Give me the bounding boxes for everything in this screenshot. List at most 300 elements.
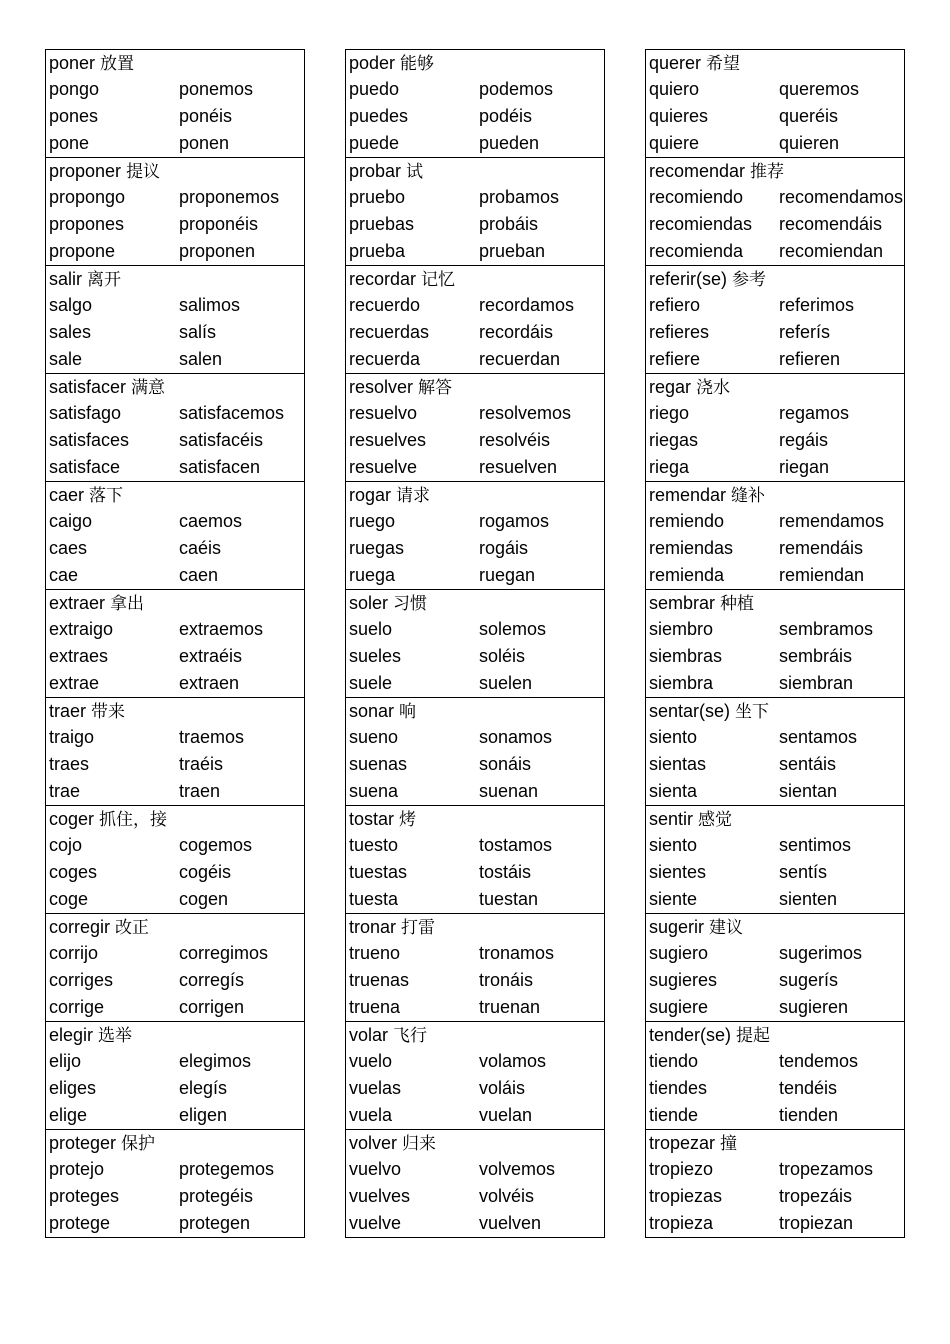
- plural-form: salen: [179, 349, 223, 369]
- singular-form: vuelves: [349, 1186, 411, 1206]
- singular-form: corrijo: [49, 943, 99, 963]
- plural-form: tendéis: [779, 1078, 838, 1098]
- verb-meaning: 烤: [399, 810, 417, 830]
- plural-form: traemos: [179, 727, 245, 747]
- plural-form: suenan: [479, 781, 539, 801]
- verb-meaning: 习惯: [393, 594, 428, 614]
- singular-form: sueno: [349, 727, 399, 747]
- singular-form: coge: [49, 889, 89, 909]
- verb-infinitive: poder: [349, 53, 396, 73]
- plural-form: recuerdan: [479, 349, 561, 369]
- conjugation-row: [646, 670, 904, 697]
- plural-form: extraéis: [179, 646, 243, 666]
- conjugation-row: [646, 454, 904, 481]
- conjugation-row: [646, 508, 904, 535]
- verb-infinitive: sugerir: [649, 917, 705, 937]
- plural-form: sugerís: [779, 970, 839, 990]
- verb-heading: [346, 1130, 604, 1156]
- singular-form: prueba: [349, 241, 406, 261]
- singular-form: ruegas: [349, 538, 405, 558]
- verb-infinitive: recomendar: [649, 161, 746, 181]
- verb-heading: [646, 1130, 904, 1156]
- conjugation-row: [46, 76, 304, 103]
- verb-block: [46, 1022, 304, 1130]
- plural-form: tostáis: [479, 862, 532, 882]
- singular-form: remiendo: [649, 511, 725, 531]
- conjugation-row: [346, 778, 604, 805]
- conjugation-row: [46, 670, 304, 697]
- verb-meaning: 感觉: [698, 810, 733, 830]
- verb-block: [646, 158, 904, 266]
- verb-heading: [46, 374, 304, 400]
- verb-block: [346, 914, 604, 1022]
- plural-form: resolvemos: [479, 403, 572, 423]
- singular-form: caigo: [49, 511, 93, 531]
- verb-heading: [46, 50, 304, 76]
- plural-form: volvemos: [479, 1159, 556, 1179]
- singular-form: tuesto: [349, 835, 399, 855]
- conjugation-row: [46, 886, 304, 913]
- conjugation-row: [646, 184, 904, 211]
- verb-heading: [46, 914, 304, 940]
- singular-form: extraigo: [49, 619, 114, 639]
- plural-form: ruegan: [479, 565, 536, 585]
- verb-block: [46, 50, 304, 158]
- plural-form: ponen: [179, 133, 230, 153]
- plural-form: protegéis: [179, 1186, 254, 1206]
- verb-infinitive: soler: [349, 593, 389, 613]
- verb-block: [346, 590, 604, 698]
- conjugation-row: [646, 859, 904, 886]
- singular-form: truena: [349, 997, 401, 1017]
- singular-form: vuela: [349, 1105, 393, 1125]
- verb-infinitive: traer: [49, 701, 87, 721]
- plural-form: refieren: [779, 349, 841, 369]
- verb-block: [46, 914, 304, 1022]
- singular-form: protege: [49, 1213, 111, 1233]
- plural-form: queréis: [779, 106, 839, 126]
- verb-heading: [46, 266, 304, 292]
- plural-form: siembran: [779, 673, 854, 693]
- verb-infinitive: tronar: [349, 917, 397, 937]
- verb-infinitive: coger: [49, 809, 95, 829]
- plural-form: probamos: [479, 187, 560, 207]
- conjugation-row: [646, 994, 904, 1021]
- verb-block: [346, 158, 604, 266]
- plural-form: sentáis: [779, 754, 837, 774]
- verb-infinitive: extraer: [49, 593, 106, 613]
- conjugation-row: [646, 1156, 904, 1183]
- verb-infinitive: salir: [49, 269, 83, 289]
- verb-block: [46, 590, 304, 698]
- plural-form: regáis: [779, 430, 829, 450]
- singular-form: remiendas: [649, 538, 734, 558]
- plural-form: sugerimos: [779, 943, 863, 963]
- verb-infinitive: remendar: [649, 485, 727, 505]
- conjugation-row: [646, 1210, 904, 1237]
- verb-block: [46, 266, 304, 374]
- plural-form: satisfacen: [179, 457, 261, 477]
- conjugation-row: [346, 346, 604, 373]
- conjugation-row: [346, 967, 604, 994]
- verb-heading: [46, 158, 304, 184]
- verb-meaning: 撞: [720, 1134, 738, 1154]
- conjugation-row: [346, 319, 604, 346]
- conjugation-row: [646, 319, 904, 346]
- plural-form: cogen: [179, 889, 229, 909]
- singular-form: traes: [49, 754, 90, 774]
- conjugation-row: [46, 1156, 304, 1183]
- singular-form: quiero: [649, 79, 700, 99]
- verb-heading: [346, 482, 604, 508]
- plural-form: referimos: [779, 295, 855, 315]
- conjugation-row: [346, 1156, 604, 1183]
- plural-form: sienten: [779, 889, 838, 909]
- conjugation-row: [46, 562, 304, 589]
- conjugation-row: [646, 211, 904, 238]
- plural-form: recomendamos: [779, 187, 904, 207]
- conjugation-row: [346, 643, 604, 670]
- conjugation-row: [46, 1048, 304, 1075]
- plural-form: traéis: [179, 754, 224, 774]
- singular-form: satisface: [49, 457, 121, 477]
- conjugation-row: [46, 1183, 304, 1210]
- plural-form: cogemos: [179, 835, 253, 855]
- conjugation-row: [46, 211, 304, 238]
- singular-form: siembras: [649, 646, 723, 666]
- verb-infinitive: volver: [349, 1133, 398, 1153]
- verb-column-2: [345, 49, 605, 1238]
- singular-form: pruebo: [349, 187, 406, 207]
- verb-infinitive: resolver: [349, 377, 414, 397]
- singular-form: elijo: [49, 1051, 82, 1071]
- plural-form: volamos: [479, 1051, 547, 1071]
- conjugation-row: [346, 211, 604, 238]
- verb-heading: [646, 374, 904, 400]
- plural-form: volvéis: [479, 1186, 535, 1206]
- singular-form: suenas: [349, 754, 408, 774]
- verb-heading: [46, 590, 304, 616]
- plural-form: sientan: [779, 781, 838, 801]
- conjugation-row: [646, 1102, 904, 1129]
- singular-form: tropiezas: [649, 1186, 723, 1206]
- verb-heading: [46, 482, 304, 508]
- plural-form: caéis: [179, 538, 222, 558]
- singular-form: pruebas: [349, 214, 415, 234]
- plural-form: elegís: [179, 1078, 228, 1098]
- conjugation-row: [346, 832, 604, 859]
- plural-form: tropezamos: [779, 1159, 874, 1179]
- singular-form: tiendes: [649, 1078, 708, 1098]
- singular-form: elige: [49, 1105, 88, 1125]
- plural-form: recomiendan: [779, 241, 884, 261]
- singular-form: quieres: [649, 106, 709, 126]
- plural-form: proponemos: [179, 187, 280, 207]
- singular-form: resuelves: [349, 430, 427, 450]
- plural-form: tendemos: [779, 1051, 859, 1071]
- plural-form: sentamos: [779, 727, 858, 747]
- conjugation-row: [346, 940, 604, 967]
- conjugation-row: [346, 1048, 604, 1075]
- singular-form: siembro: [649, 619, 714, 639]
- singular-form: sientas: [649, 754, 707, 774]
- singular-form: coges: [49, 862, 98, 882]
- singular-form: protejo: [49, 1159, 105, 1179]
- verb-heading: [646, 158, 904, 184]
- verb-block: [346, 50, 604, 158]
- verb-meaning: 离开: [87, 270, 122, 290]
- verb-meaning: 能够: [400, 54, 435, 74]
- plural-form: caen: [179, 565, 219, 585]
- verb-meaning: 放置: [100, 54, 135, 74]
- plural-form: sugieren: [779, 997, 849, 1017]
- plural-form: protegemos: [179, 1159, 275, 1179]
- conjugation-row: [46, 967, 304, 994]
- singular-form: sugiero: [649, 943, 709, 963]
- verb-block: [346, 1130, 604, 1238]
- verb-heading: [646, 806, 904, 832]
- conjugation-row: [646, 778, 904, 805]
- conjugation-row: [346, 427, 604, 454]
- verb-meaning: 拿出: [110, 594, 145, 614]
- verb-meaning: 参考: [732, 270, 767, 290]
- verb-infinitive: probar: [349, 161, 402, 181]
- plural-form: salís: [179, 322, 217, 342]
- conjugation-row: [646, 76, 904, 103]
- singular-form: satisfaces: [49, 430, 130, 450]
- verb-block: [46, 374, 304, 482]
- plural-form: suelen: [479, 673, 533, 693]
- conjugation-row: [646, 238, 904, 265]
- conjugation-row: [346, 886, 604, 913]
- singular-form: refiere: [649, 349, 701, 369]
- verb-heading: [646, 482, 904, 508]
- singular-form: sugieres: [649, 970, 718, 990]
- conjugation-row: [646, 1075, 904, 1102]
- singular-form: ruego: [349, 511, 396, 531]
- verb-column-3: [645, 49, 905, 1238]
- conjugation-row: [646, 832, 904, 859]
- verb-heading: [646, 914, 904, 940]
- singular-form: sienta: [649, 781, 698, 801]
- verb-meaning: 缝补: [731, 486, 766, 506]
- singular-form: recuerda: [349, 349, 421, 369]
- verb-block: [346, 266, 604, 374]
- verb-meaning: 打雷: [401, 918, 436, 938]
- singular-form: tiende: [649, 1105, 699, 1125]
- plural-form: probáis: [479, 214, 539, 234]
- verb-heading: [346, 1022, 604, 1048]
- plural-form: rogamos: [479, 511, 550, 531]
- verb-meaning: 提议: [126, 162, 161, 182]
- verb-block: [346, 806, 604, 914]
- plural-form: sembráis: [779, 646, 853, 666]
- verb-infinitive: rogar: [349, 485, 392, 505]
- conjugation-row: [46, 346, 304, 373]
- plural-form: remendáis: [779, 538, 864, 558]
- conjugation-row: [46, 994, 304, 1021]
- plural-form: prueban: [479, 241, 546, 261]
- conjugation-row: [346, 751, 604, 778]
- singular-form: sientes: [649, 862, 707, 882]
- plural-form: regamos: [779, 403, 850, 423]
- conjugation-row: [346, 535, 604, 562]
- plural-form: ponemos: [179, 79, 254, 99]
- singular-form: resuelvo: [349, 403, 418, 423]
- plural-form: riegan: [779, 457, 830, 477]
- conjugation-row: [646, 562, 904, 589]
- verb-block: [646, 590, 904, 698]
- verb-block: [646, 1022, 904, 1130]
- plural-form: tropiezan: [779, 1213, 854, 1233]
- verb-infinitive: satisfacer: [49, 377, 127, 397]
- plural-form: solemos: [479, 619, 547, 639]
- verb-infinitive: corregir: [49, 917, 111, 937]
- verb-meaning: 抓住，接: [99, 810, 168, 830]
- plural-form: sonamos: [479, 727, 553, 747]
- plural-form: resolvéis: [479, 430, 551, 450]
- singular-form: truenas: [349, 970, 410, 990]
- conjugation-row: [646, 103, 904, 130]
- singular-form: cae: [49, 565, 79, 585]
- plural-form: corregimos: [179, 943, 269, 963]
- plural-form: voláis: [479, 1078, 526, 1098]
- verb-block: [46, 158, 304, 266]
- verb-meaning: 推荐: [750, 162, 785, 182]
- conjugation-row: [646, 616, 904, 643]
- singular-form: propones: [49, 214, 125, 234]
- conjugation-row: [646, 400, 904, 427]
- verb-heading: [46, 806, 304, 832]
- plural-form: vuelven: [479, 1213, 542, 1233]
- verb-infinitive: elegir: [49, 1025, 94, 1045]
- plural-form: podemos: [479, 79, 554, 99]
- conjugation-row: [346, 724, 604, 751]
- conjugation-row: [346, 454, 604, 481]
- verb-meaning: 种植: [720, 594, 755, 614]
- conjugation-row: [346, 562, 604, 589]
- singular-form: quiere: [649, 133, 700, 153]
- singular-form: riega: [649, 457, 690, 477]
- verb-heading: [346, 50, 604, 76]
- plural-form: traen: [179, 781, 221, 801]
- verb-meaning: 满意: [131, 378, 166, 398]
- verb-infinitive: sembrar: [649, 593, 716, 613]
- conjugation-row: [46, 1075, 304, 1102]
- singular-form: cojo: [49, 835, 83, 855]
- plural-form: sentís: [779, 862, 828, 882]
- conjugation-row: [346, 616, 604, 643]
- conjugation-row: [46, 454, 304, 481]
- verb-block: [346, 698, 604, 806]
- verb-block: [646, 914, 904, 1022]
- verb-infinitive: volar: [349, 1025, 389, 1045]
- verb-heading: [646, 590, 904, 616]
- singular-form: suelo: [349, 619, 393, 639]
- conjugation-row: [346, 292, 604, 319]
- conjugation-row: [46, 427, 304, 454]
- singular-form: sugiere: [649, 997, 709, 1017]
- verb-meaning: 飞行: [393, 1026, 428, 1046]
- verb-infinitive: recordar: [349, 269, 417, 289]
- verb-meaning: 请求: [396, 486, 431, 506]
- verb-block: [646, 374, 904, 482]
- verb-infinitive: poner: [49, 53, 96, 73]
- conjugation-row: [46, 1102, 304, 1129]
- verb-heading: [646, 698, 904, 724]
- verb-meaning: 记忆: [421, 270, 456, 290]
- singular-form: pongo: [49, 79, 100, 99]
- verb-column-1: [45, 49, 305, 1238]
- conjugation-row: [46, 778, 304, 805]
- verb-heading: [646, 1022, 904, 1048]
- conjugation-row: [46, 832, 304, 859]
- singular-form: suena: [349, 781, 399, 801]
- plural-form: tostamos: [479, 835, 553, 855]
- verb-block: [646, 806, 904, 914]
- plural-form: remiendan: [779, 565, 865, 585]
- plural-form: tuestan: [479, 889, 539, 909]
- singular-form: propone: [49, 241, 116, 261]
- conjugation-row: [46, 940, 304, 967]
- singular-form: suele: [349, 673, 393, 693]
- plural-form: quieren: [779, 133, 840, 153]
- verb-block: [646, 482, 904, 590]
- conjugation-row: [46, 859, 304, 886]
- verb-heading: [346, 266, 604, 292]
- verb-block: [646, 266, 904, 374]
- singular-form: refiero: [649, 295, 701, 315]
- verb-meaning: 落下: [89, 486, 124, 506]
- plural-form: podéis: [479, 106, 533, 126]
- verb-heading: [346, 914, 604, 940]
- conjugation-row: [46, 238, 304, 265]
- conjugation-row: [646, 427, 904, 454]
- plural-form: recordáis: [479, 322, 554, 342]
- verb-infinitive: tostar: [349, 809, 395, 829]
- verb-meaning: 保护: [121, 1134, 156, 1154]
- conjugation-row: [646, 724, 904, 751]
- conjugation-row: [346, 508, 604, 535]
- plural-form: elegimos: [179, 1051, 252, 1071]
- singular-form: remienda: [649, 565, 725, 585]
- plural-form: eligen: [179, 1105, 228, 1125]
- verb-block: [46, 698, 304, 806]
- singular-form: sale: [49, 349, 83, 369]
- plural-form: vuelan: [479, 1105, 533, 1125]
- verb-heading: [46, 1130, 304, 1156]
- plural-form: ponéis: [179, 106, 233, 126]
- singular-form: vuelvo: [349, 1159, 402, 1179]
- singular-form: recomiendas: [649, 214, 753, 234]
- plural-form: soléis: [479, 646, 526, 666]
- verb-heading: [346, 374, 604, 400]
- conjugation-row: [646, 535, 904, 562]
- singular-form: riego: [649, 403, 690, 423]
- singular-form: refieres: [649, 322, 710, 342]
- conjugation-row: [346, 238, 604, 265]
- plural-form: proponéis: [179, 214, 259, 234]
- singular-form: tropiezo: [649, 1159, 714, 1179]
- conjugation-row: [346, 103, 604, 130]
- verb-heading: [346, 698, 604, 724]
- verb-block: [646, 698, 904, 806]
- singular-form: siento: [649, 727, 698, 747]
- plural-form: rogáis: [479, 538, 529, 558]
- conjugation-row: [46, 319, 304, 346]
- plural-form: proponen: [179, 241, 256, 261]
- conjugation-row: [646, 643, 904, 670]
